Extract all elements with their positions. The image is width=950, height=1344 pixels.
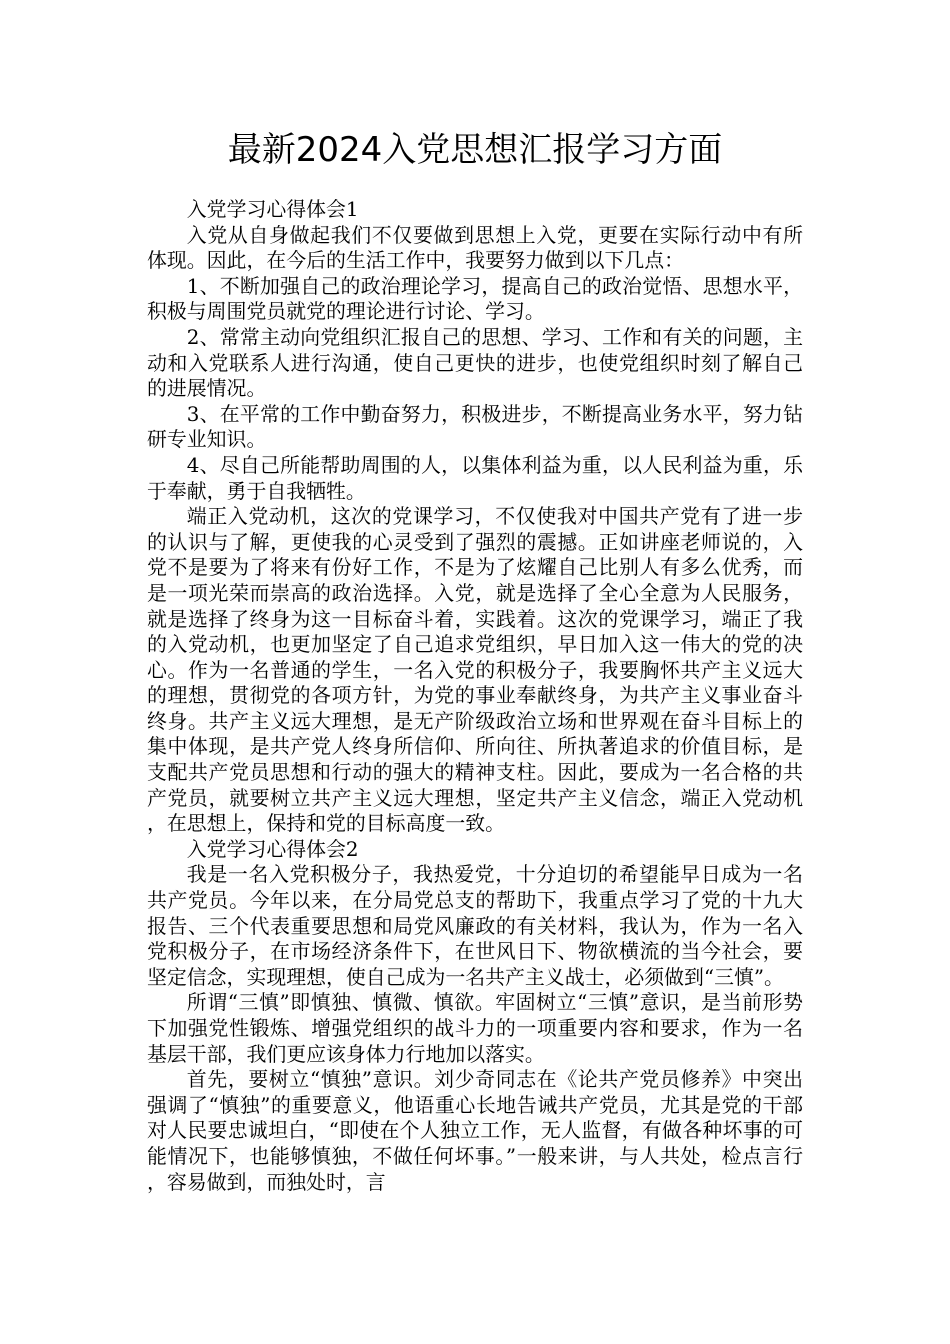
body-paragraph: 4、尽自己所能帮助周围的人，以集体利益为重，以人民利益为重，乐于奉献，勇于自我牺牲。 [147, 453, 803, 503]
body-paragraph: 端正入党动机，这次的党课学习，不仅使我对中国共产党有了进一步的认识与了解，更使我的心灵受到了强烈的震撼。正如讲座老师说的，入党不是要为了将来有份好工作，不是为了炫耀自己比别人有多么优秀，而是一项光荣而崇高的政治选择。入党，就是选择了全心全意为人民服务，就是选择了终身为这一目标奋斗着，实践着。这次的党课学习，端正了我的入党动机，也更加坚定了自己追求党组织，早日加入这一伟大的党的决心。作为一名普通的学生，一名入党的积极分子，我要胸怀共产主义远大的理想，贯彻党的各项方针，为党的事业奉献终身，为共产主义事业奋斗终身。共产主义远大理想，是无产阶级政治立场和世界观在奋斗目标上的集中体现，是共产党人终身所信仰、所向往、所执著追求的价值目标，是支配共产党员思想和行动的强大的精神支柱。因此，要成为一名合格的共产党员，就要树立共产主义远大理想，坚定共产主义信念，端正入党动机，在思想上，保持和党的目标高度一致。 [147, 505, 803, 836]
document-body [147, 197, 803, 1195]
body-paragraph: 我是一名入党积极分子，我热爱党，十分迫切的希望能早日成为一名共产党员。今年以来，在分局党总支的帮助下，我重点学习了党的十九大报告、三个代表重要思想和局党风廉政的有关材料，我认为，作为一名入党积极分子，在市场经济条件下，在世风日下、物欲横流的当今社会，要坚定信念，实现理想，使自己成为一名共产主义战士，必须做到“三慎”。 [147, 863, 803, 989]
body-paragraph: 所谓“三慎”即慎独、慎微、慎欲。牢固树立“三慎”意识，是当前形势下加强党性锻炼、增强党组织的战斗力的一项重要内容和要求，作为一名基层干部，我们更应该身体力行地加以落实。 [147, 991, 803, 1066]
section-heading: 入党学习心得体会1 [186, 198, 359, 221]
body-paragraph: 2、常常主动向党组织汇报自己的思想、学习、工作和有关的问题，主动和入党联系人进行沟通，使自己更快的进步，也使党组织时刻了解自己的进展情况。 [147, 325, 803, 401]
body-paragraph: 1、不断加强自己的政治理论学习，提高自己的政治觉悟、思想水平，积极与周围党员就党的理论进行讨论、学习。 [147, 274, 803, 324]
body-paragraph: 3、在平常的工作中勤奋努力，积极进步，不断提高业务水平，努力钻研专业知识。 [147, 402, 803, 452]
document-title: 最新2024入党思想汇报学习方面 [227, 130, 723, 170]
body-paragraph: 首先，要树立“慎独”意识。刘少奇同志在《论共产党员修养》中突出强调了“慎独”的重要意义，他语重心长地告诫共产党员，尤其是党的干部对人民要忠诚坦白，“即使在个人独立工作，无人监督，有做各种坏事的可能情况下，也能够慎独，不做任何坏事。”一般来讲，与人共处，检点言行，容易做到，而独处时，言 [147, 1068, 803, 1194]
body-paragraph: 入党从自身做起我们不仅要做到思想上入党，更要在实际行动中有所体现。因此，在今后的生活工作中，我要努力做到以下几点： [147, 223, 803, 273]
section-heading: 入党学习心得体会2 [186, 837, 359, 861]
